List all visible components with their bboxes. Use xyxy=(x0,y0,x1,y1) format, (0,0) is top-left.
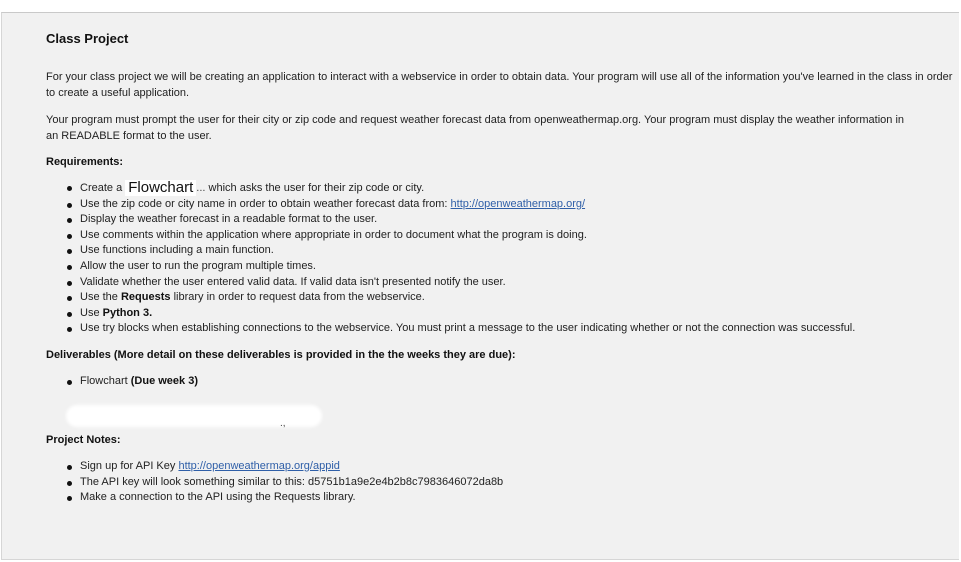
document-page xyxy=(1,12,959,560)
project-notes-heading: Project Notes: xyxy=(46,434,121,446)
requirements-heading: Requirements: xyxy=(46,156,124,168)
list-item-text: Create a xyxy=(80,182,123,194)
list-item: The API key will look something similar to this: d5751b1a9e2e4b2b8c7983646072da8b xyxy=(46,475,503,491)
redaction-residue: ., xyxy=(280,418,286,429)
list-item: Validate whether the user entered valid data. If valid data isn't presented notify the user. xyxy=(46,275,855,291)
intro-paragraph: For your class project we will be creating an application to interact with a webservice in order to obtain data. Your program will use all of the information you've learned in the class in order to create a useful application. xyxy=(46,71,953,99)
list-item-text: library in order to request data from the webservice. xyxy=(173,291,425,304)
project-notes-list xyxy=(46,459,503,506)
list-item: Use functions including a main function. xyxy=(46,243,855,259)
deliverables-list xyxy=(46,374,198,390)
list-item: Use comments within the application where appropriate in order to document what the program is doing. xyxy=(46,228,855,244)
obscured-text-dots: ... xyxy=(196,182,206,194)
list-item-text: Use the xyxy=(80,291,118,304)
deliverables-heading: Deliverables (More detail on these deliverables is provided in the the weeks they are due): xyxy=(46,349,516,361)
openweathermap-link[interactable]: http://openweathermap.org/ xyxy=(450,197,586,210)
python-bold-text: Python 3. xyxy=(102,306,153,319)
api-key-link[interactable]: http://openweathermap.org/appid xyxy=(178,460,340,472)
list-item: Make a connection to the API using the Requests library. xyxy=(46,490,503,506)
due-week-bold-text: (Due week 3) xyxy=(130,375,198,387)
list-item xyxy=(46,290,855,306)
list-item xyxy=(46,374,198,390)
requirements-list xyxy=(46,180,855,337)
list-item-text: Use xyxy=(80,306,100,319)
list-item: Use try blocks when establishing connections to the webservice. You must print a message to the user indicating whether or not the connection was successful. xyxy=(46,321,855,337)
flowchart-overlay-label: Flowchart xyxy=(125,180,196,196)
list-item xyxy=(46,459,503,475)
prompt-paragraph: Your program must prompt the user for their city or zip code and request weather forecast data from openweathermap.org. Your program must display the weather information in an READABLE format to the user. xyxy=(46,114,905,142)
list-item xyxy=(46,306,855,322)
page-title: Class Project xyxy=(46,31,129,46)
list-item-text: Flowchart xyxy=(80,375,128,387)
list-item xyxy=(46,180,855,197)
list-item-text: which asks the user for their zip code or city. xyxy=(208,182,425,194)
list-item: Allow the user to run the program multiple times. xyxy=(46,259,855,275)
list-item: Display the weather forecast in a readable format to the user. xyxy=(46,212,855,228)
requests-bold-text: Requests xyxy=(120,291,171,304)
list-item xyxy=(46,197,855,213)
list-item-text: Use the zip code or city name in order to obtain weather forecast data from: xyxy=(80,197,448,210)
list-item-text: Sign up for API Key xyxy=(80,460,176,472)
